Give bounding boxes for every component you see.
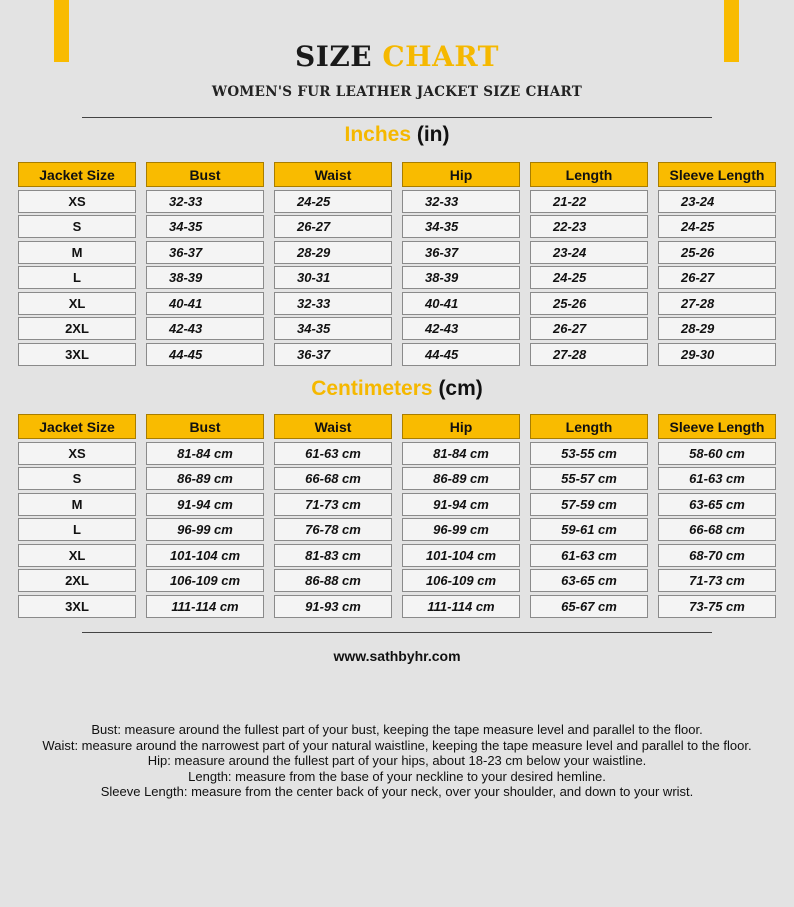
measurement-cell: 44-45 [146,343,264,366]
measurement-cell: 27-28 [530,343,648,366]
measurement-cell: 26-27 [274,215,392,238]
measurement-cell: 81-84 cm [146,442,264,465]
note-sleeve-length: Sleeve Length: measure from the center back of your neck, over your shoulder, and down to your wrist. [100,784,694,799]
measurement-cell: 36-37 [146,241,264,264]
column-header: Length [530,162,648,187]
column-header: Jacket Size [18,162,136,187]
column-header: Sleeve Length [658,162,776,187]
measurement-cell: 91-93 cm [274,595,392,618]
measurement-cell: 68-70 cm [658,544,776,567]
measurement-cell: 36-37 [402,241,520,264]
divider-bottom [82,632,712,633]
measurement-cell: 34-35 [274,317,392,340]
measurement-cell: 27-28 [658,292,776,315]
measurement-cell: 24-25 [658,215,776,238]
measurement-cell: 86-88 cm [274,569,392,592]
measurement-cell: 32-33 [274,292,392,315]
measurement-cell: 34-35 [402,215,520,238]
measurement-cell: 96-99 cm [146,518,264,541]
inches-section-title [0,123,794,147]
centimeters-size-table [18,414,776,620]
divider-top [82,117,712,118]
measurement-cell: 40-41 [146,292,264,315]
measurement-cell: 71-73 cm [274,493,392,516]
measurement-cell: 26-27 [658,266,776,289]
inches-unit: (in) [416,123,450,146]
measurement-cell: 81-83 cm [274,544,392,567]
size-label-cell: XL [18,544,136,567]
column-header: Hip [402,414,520,439]
centimeters-unit: (cm) [438,377,483,400]
column-header: Waist [274,414,392,439]
size-label-cell: 3XL [18,595,136,618]
measurement-cell: 73-75 cm [658,595,776,618]
inches-heading: Inches [344,123,412,146]
measurement-cell: 24-25 [274,190,392,213]
size-label-cell: XS [18,442,136,465]
measurement-cell: 36-37 [274,343,392,366]
measurement-cell: 22-23 [530,215,648,238]
measurement-cell: 28-29 [274,241,392,264]
page-title [0,40,794,73]
size-label-cell: L [18,266,136,289]
measurement-cell: 57-59 cm [530,493,648,516]
measurement-cell: 32-33 [402,190,520,213]
measurement-cell: 86-89 cm [402,467,520,490]
measurement-cell: 63-65 cm [530,569,648,592]
measurement-cell: 61-63 cm [530,544,648,567]
measurement-cell: 91-94 cm [146,493,264,516]
measurement-cell: 28-29 [658,317,776,340]
column-header: Bust [146,414,264,439]
measurement-cell: 53-55 cm [530,442,648,465]
size-label-cell: XL [18,292,136,315]
size-label-cell: XS [18,190,136,213]
column-header: Jacket Size [18,414,136,439]
measurement-cell: 38-39 [402,266,520,289]
size-label-cell: S [18,467,136,490]
measurement-cell: 59-61 cm [530,518,648,541]
measurement-cell: 24-25 [530,266,648,289]
measurement-cell: 81-84 cm [402,442,520,465]
measurement-cell: 86-89 cm [146,467,264,490]
measurement-cell: 32-33 [146,190,264,213]
measurement-cell: 25-26 [658,241,776,264]
measurement-cell: 61-63 cm [274,442,392,465]
measurement-cell: 71-73 cm [658,569,776,592]
column-header: Sleeve Length [658,414,776,439]
measurement-cell: 66-68 cm [658,518,776,541]
measurement-cell: 101-104 cm [146,544,264,567]
measurement-cell: 106-109 cm [402,569,520,592]
measurement-cell: 38-39 [146,266,264,289]
measurement-cell: 55-57 cm [530,467,648,490]
measurement-cell: 21-22 [530,190,648,213]
measurement-cell: 42-43 [146,317,264,340]
centimeters-section-title [0,377,794,401]
measurement-cell: 91-94 cm [402,493,520,516]
size-label-cell: 2XL [18,569,136,592]
measurement-cell: 26-27 [530,317,648,340]
note-hip: Hip: measure around the fullest part of your hips, about 18-23 cm below your waistline. [147,753,647,768]
title-word-size: SIZE [295,40,373,73]
measurement-cell: 106-109 cm [146,569,264,592]
measurement-cell: 111-114 cm [402,595,520,618]
measurement-cell: 96-99 cm [402,518,520,541]
measurement-cell: 23-24 [658,190,776,213]
measurement-cell: 61-63 cm [658,467,776,490]
note-waist: Waist: measure around the narrowest part of your natural waistline, keeping the tape measure level and parallel to the floor. [42,737,752,753]
measurement-cell: 44-45 [402,343,520,366]
column-header: Hip [402,162,520,187]
measurement-cell: 29-30 [658,343,776,366]
column-header: Bust [146,162,264,187]
measurement-cell: 30-31 [274,266,392,289]
size-label-cell: 2XL [18,317,136,340]
measurement-cell: 66-68 cm [274,467,392,490]
measurement-cell: 58-60 cm [658,442,776,465]
measurement-notes [0,722,794,800]
website-url: www.sathbyhr.com [333,648,461,664]
measurement-cell: 23-24 [530,241,648,264]
measurement-cell: 42-43 [402,317,520,340]
centimeters-heading: Centimeters [311,377,433,400]
title-word-chart: CHART [382,40,499,73]
measurement-cell: 63-65 cm [658,493,776,516]
column-header: Length [530,414,648,439]
measurement-cell: 101-104 cm [402,544,520,567]
column-header: Waist [274,162,392,187]
note-length: Length: measure from the base of your neckline to your desired hemline. [188,768,606,784]
measurement-cell: 111-114 cm [146,595,264,618]
size-label-cell: M [18,241,136,264]
measurement-cell: 34-35 [146,215,264,238]
size-label-cell: M [18,493,136,516]
size-label-cell: S [18,215,136,238]
page-subtitle: WOMEN'S FUR LEATHER JACKET SIZE CHART [211,84,583,100]
size-label-cell: L [18,518,136,541]
measurement-cell: 76-78 cm [274,518,392,541]
size-label-cell: 3XL [18,343,136,366]
inches-size-table [18,162,776,368]
measurement-cell: 25-26 [530,292,648,315]
measurement-cell: 65-67 cm [530,595,648,618]
note-bust: Bust: measure around the fullest part of your bust, keeping the tape measure level and parallel to the floor. [91,722,703,737]
measurement-cell: 40-41 [402,292,520,315]
